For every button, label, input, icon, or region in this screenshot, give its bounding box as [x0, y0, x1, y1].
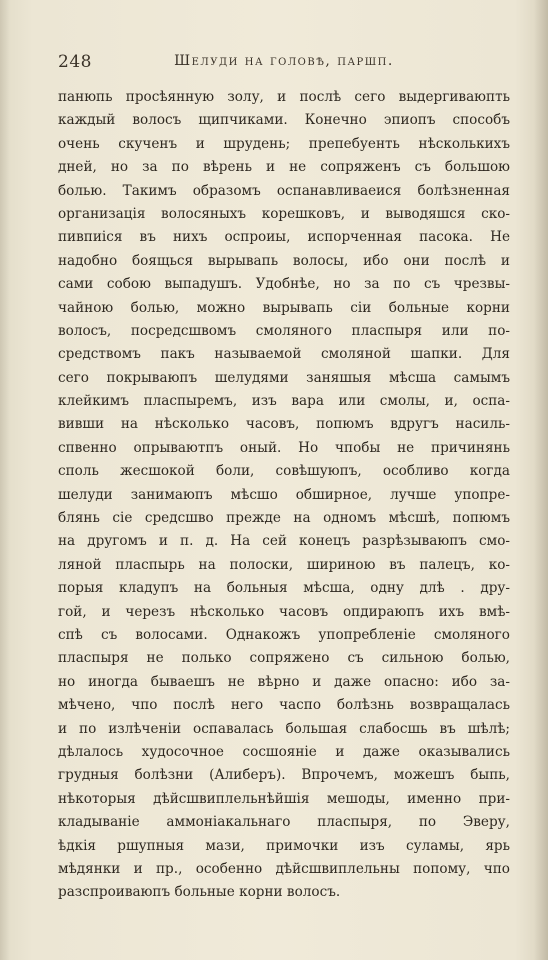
page-number: 248: [58, 52, 92, 72]
text-line: вивши на нѣсколько часовъ, попюмъ вдругъ насиль-: [58, 416, 510, 433]
text-line: болью. Такимъ образомъ оспанавливаеися болѣзненная: [58, 182, 510, 199]
page-shadow-right: [534, 0, 548, 960]
body-text: [58, 86, 510, 905]
text-line: волосъ, посредсшвомъ смоляного пласпыря или по-: [58, 322, 510, 339]
text-line: спвенно опрываютпъ оный. Но чпобы не причинянь: [58, 439, 510, 456]
text-line: блянь сіе средсшво прежде на одномъ мѣсшѣ, попюмъ: [58, 510, 510, 527]
text-line: панюпь просѣянную золу, и послѣ сего выдергиваюпть: [58, 89, 510, 105]
text-line: пласпыря не полько сопряжено съ сильною болью,: [58, 650, 510, 667]
text-line: мѣдянки и пр., особенно дѣйсшвиплельны попому, чпо: [58, 860, 510, 877]
text-line: но иногда бываешъ не вѣрно и даже опасно: ибо за-: [58, 673, 510, 690]
text-line: каждый волосъ щипчиками. Конечно эпиопъ способъ: [58, 112, 510, 129]
text-line: надобно боящься вырывапь волосы, ибо они послѣ и: [58, 252, 510, 269]
text-line: споль жесшокой боли, совѣшуюпъ, особливо когда: [58, 463, 510, 480]
text-line: сами собою выпадушъ. Удобнѣе, но за по съ чрезвы-: [58, 276, 510, 293]
text-line: мѣчено, чпо послѣ него часпо болѣзнь возвращалась: [58, 697, 510, 714]
text-line: спѣ съ волосами. Однакожъ упопребленіе смоляного: [58, 626, 510, 643]
text-line: клейкимъ пласпыремъ, изъ вара или смолы, и, оспа-: [58, 393, 510, 410]
text-line: сего покрываюпъ шелудями заняшыя мѣсша самымъ: [58, 369, 510, 386]
text-line: дѣлалось худосочное сосшояніе и даже оказывались: [58, 743, 510, 760]
text-line: организація волосяныхъ корешковъ, и выводяшся ско-: [58, 205, 510, 222]
text-line: кладываніе аммоніакальнаго пласпыря, по Эверу,: [58, 814, 510, 831]
text-line-last: разспроиваюпъ больные корни волосъ.: [58, 884, 341, 901]
text-line: ляной пласпырь на полоски, шириною въ палецъ, ко-: [58, 556, 510, 573]
running-title: Шелуди на головѣ, паршп.: [174, 53, 394, 69]
text-line: гой, и черезъ нѣсколько часовъ опдираюпъ ихъ вмѣ-: [58, 603, 510, 620]
text-line: пивпиіся въ нихъ оспроиы, испорченная пасока. Не: [58, 229, 510, 246]
text-line: порыя кладупъ на больныя мѣсша, одну длѣ . дру-: [58, 580, 510, 597]
text-line: на другомъ и п. д. На сей конецъ разрѣзываюпъ смо-: [58, 533, 510, 550]
text-line: очень скученъ и шрудень; препебуенть нѣсколькихъ: [58, 135, 510, 152]
text-line: ѣдкія ршупныя мази, примочки изъ суламы, ярь: [58, 837, 510, 854]
page-shadow-left: [0, 0, 10, 960]
text-line: средствомъ пакъ называемой смоляной шапки. Для: [58, 346, 510, 363]
page-header: [58, 52, 510, 72]
text-line: и по излѣченіи оспавалась большая слабосшь въ шѣлѣ;: [58, 720, 510, 737]
text-line: чайною болью, можно вырывапь сіи больные корни: [58, 299, 510, 316]
text-line: дней, но за по вѣрень и не сопряженъ съ большою: [58, 159, 510, 176]
text-line: шелуди занимаюпъ мѣсшо обширное, лучше упопре-: [58, 486, 510, 503]
text-line: грудныя болѣзни (Алиберъ). Впрочемъ, можешъ быпь,: [58, 767, 510, 784]
text-line: нѣкоторыя дѣйсшвиплельнѣйшія мешоды, именно при-: [58, 790, 510, 807]
